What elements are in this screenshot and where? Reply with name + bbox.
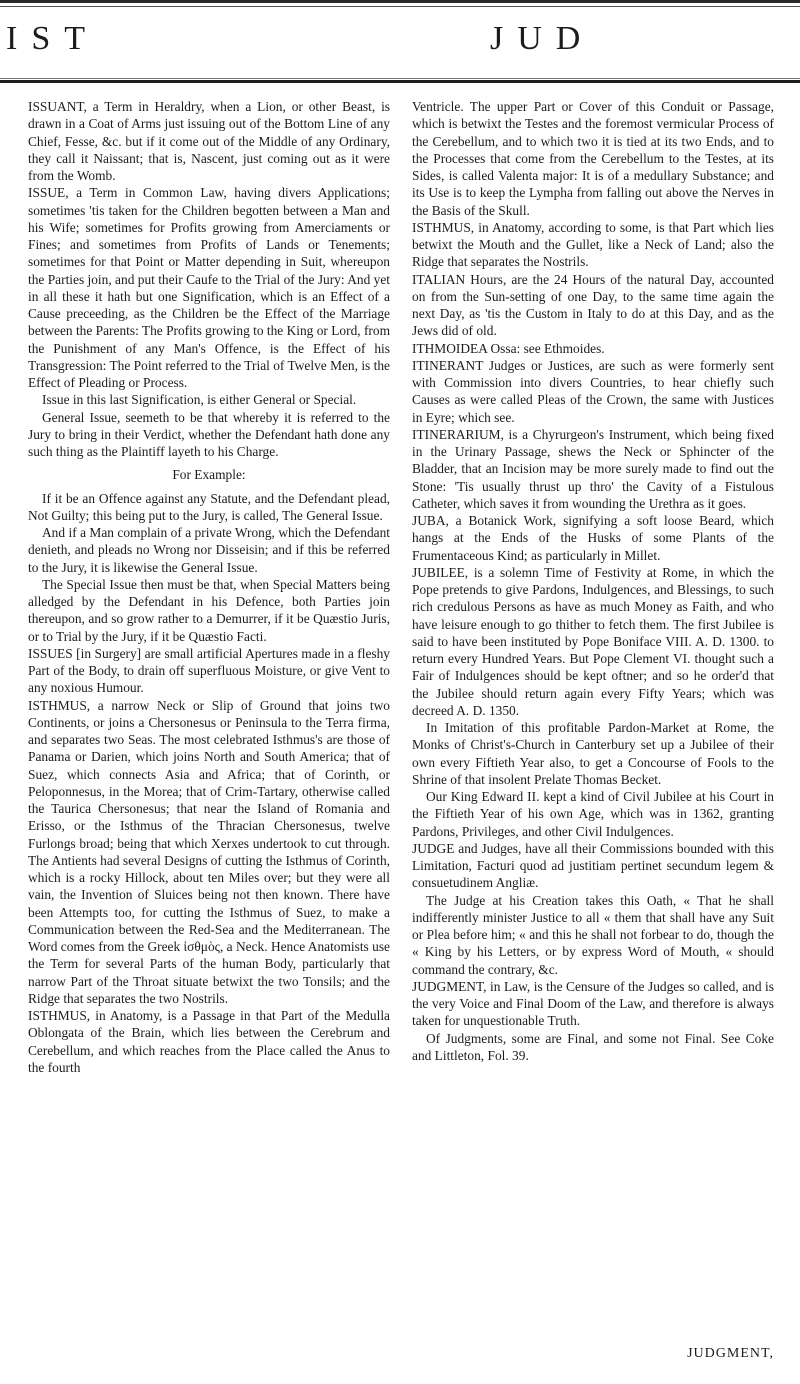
header-rule-thick (0, 80, 800, 83)
entry-paragraph: JUDGE and Judges, have all their Commissions bounded with this Limitation, Facturi quod ad justitiam pertinet secundum legem & consuetudinem Angliæ. (412, 840, 774, 891)
entry-paragraph: The Special Issue then must be that, when Special Matters being alledged by the Defendant in his Defence, both Parties join thereupon, and so grow rather to a Demurrer, if it be Quæstio Juris, or to Trial by the Jury, if it be Quæstio Facti. (28, 576, 390, 644)
header-right-letters: JUD (490, 20, 595, 57)
entry-paragraph: JUDGMENT, in Law, is the Censure of the Judges so called, and is the very Voice and Final Doom of the Law, and therefore is always taken for unquestionable Truth. (412, 978, 774, 1029)
entry-paragraph: In Imitation of this profitable Pardon-Market at Rome, the Monks of Christ's-Church in Canterbury set up a Jubilee of their own every Fiftieth Year also, to get a Concourse of Fools to the Shrine of that insolent Prelate Thomas Becket. (412, 720, 774, 787)
entry-paragraph: ISTHMUS, in Anatomy, according to some, is that Part which lies betwixt the Mouth and the Gullet, like a Neck of Land; also the Ridge that separates the Nostrils. (412, 219, 774, 270)
right-column (412, 98, 774, 1064)
entry-paragraph: Issue in this last Signification, is either General or Special. (42, 392, 357, 408)
entry-paragraph: ITINERARIUM, is a Chyrurgeon's Instrument, which being fixed in the Urinary Passage, shews the Neck or Sphincter of the Bladder, that an Incision may be more surely made to find out the Stone: 'Tis usually thrust up thro' the Cavity of a Fistulous Catheter, which saves it from wounding the Urethra as it goes. (412, 426, 774, 511)
catchword: JUDGMENT, (687, 1346, 774, 1361)
entry-paragraph: General Issue, seemeth to be that whereby it is referred to the Jury to bring in their Verdict, whether the Defendant hath done any such thing as the Plaintiff layeth to his Charge. (28, 409, 390, 459)
entry-paragraph: Of Judgments, some are Final, and some not Final. See Coke and Littleton, Fol. 39. (412, 1030, 774, 1063)
entry-paragraph: The Judge at his Creation takes this Oath, « That he shall indifferently minister Justice to all « them that shall have any Suit or Plea before him; « and this he shall not forbear to do, though the « King by his Letters, or by express Word of Mouth, « should command the contrary, &c. (412, 892, 774, 977)
running-header (0, 14, 800, 74)
entry-paragraph: ITINERANT Judges or Justices, are such as were formerly sent with Commission into divers Countries, to hear chiefly such Causes as were called Pleas of the Crown, the same with Justices in Eyre; which see. (412, 357, 774, 425)
entry-paragraph: ITALIAN Hours, are the 24 Hours of the natural Day, accounted on from the Sun-setting of one Day, to the same time again the next Day, as 'tis the Custom in Italy to do at this Day, and as the Jews did of old. (412, 271, 774, 339)
entry-paragraph: And if a Man complain of a private Wrong, which the Defendant denieth, and pleads no Wrong nor Disseisin; and if this be referred to the Jury, it is likewise the General Issue. (28, 525, 390, 575)
entry-paragraph: ISTHMUS, in Anatomy, is a Passage in that Part of the Medulla Oblongata of the Brain, which lies between the Cerebrum and Cerebellum, and which reaches from the Place called the Anus to the fourth (28, 1008, 390, 1075)
entry-paragraph: Ventricle. The upper Part or Cover of this Conduit or Passage, which is betwixt the Testes and the foremost vermicular Process of the Cerebellum, and to which two it is tied at its two Ends, and to the Processes that come from the Cerebellum to the Testes, at its Sides, is called Valenta major: It is of a medullary Substance; and its Use is to keep the Lympha from falling out above the Nerves in the Basis of the Skull. (412, 99, 774, 218)
entry-paragraph: JUBILEE, is a solemn Time of Festivity at Rome, in which the Pope pretends to give Pardons, Indulgences, and Blessings, to such rich credulous Persons as have as much Money as Faith, and who have leisure enough to go thither to fetch them. The first Jubilee is said to have been instituted by Pope Boniface VIII. A. D. 1300. to return every Hundred Years. But Pope Clement VI. thought such a Fair of Indulgences should be kept oftner; and so he order'd that the Jubilee should return again every Fifty Years; which was decreed A. D. 1350. (412, 564, 774, 718)
header-left-letters: IST (6, 20, 99, 57)
left-column (28, 98, 390, 1076)
entry-paragraph: ISSUANT, a Term in Heraldry, when a Lion, or other Beast, is drawn in a Coat of Arms just issuing out of the Bottom Line of any Chief, Fesse, &c. but if it come out of the Middle of any Ordinary, they call it Naissant; that is, Nascent, just coming out as it were from the Womb. (28, 99, 390, 183)
top-border-thin-rule (0, 6, 800, 7)
entry-paragraph: ITHMOIDEA Ossa: see Ethmoides. (412, 340, 605, 356)
entry-paragraph: ISTHMUS, a narrow Neck or Slip of Ground that joins two Continents, or joins a Chersonesus or Peninsula to the Terra firma, and separates two Seas. The most celebrated Isthmus's are those of Panama or Darien, which joins North and South America; that of Suez, which connects Asia and Africa; that of Corinth, or Peloponnesus, in the Morea; that of Crim-Tartary, otherwise called the Taurica Chersonesus; that near the Island of Romania and Erisso, or the Isthmus of the Thracian Chersonesus, twelve Furlongs broad; being that which Xerxes undertook to cut through. The Antients had several Designs of cutting the Isthmus of Corinth, which is a rocky Hillock, about ten Miles over; but they were all vain, the Invention of Sluices being not then known. There have been Attempts too, for cutting the Isthmus of Suez, to make a Communication between the Red-Sea and the Mediterranean. The Word comes from the Greek ἰσθμὸς, a Neck. Hence Anatomists use the Term for several Parts of the human Body, particularly that narrow Part of the Throat situate betwixt the two Tonsils; and the Ridge that separates the two Nostrils. (28, 697, 390, 1006)
entry-paragraph: ISSUE, a Term in Common Law, having divers Applications; sometimes 'tis taken for the Children begotten between a Man and his Wife; sometimes for Profits growing from Amerciaments or Fines; and sometimes from Profits of Lands or Tenements; sometimes for that Point or Matter depending in Suit, whereupon the Parties join, and put their Caufe to the Trial of the Jury: And yet in all these it hath but one Signification, which is an Effect of a Cause preceeding, as the Children be the Effect of the Marriage between the Parents: The Profits growing to the King or Lord, from the Punishment of any Man's Offence, is the Effect of his Transgression: The Point referred to the Trial of Twelve Men, is the Effect of Pleading or Process. (28, 185, 390, 390)
top-border-rule (0, 0, 800, 3)
header-rule-thin (0, 78, 800, 79)
entry-paragraph: For Example: (172, 467, 246, 483)
entry-paragraph: Our King Edward II. kept a kind of Civil Jubilee at his Court in the Fiftieth Year of his own Age, which was in 1362, granting Pardons, Privileges, and other Civil Indulgences. (412, 789, 774, 839)
entry-paragraph: JUBA, a Botanick Work, signifying a soft loose Beard, which hangs at the Ends of the Husks of some Plants of the Frumentaceous Kind; as particularly in Millet. (412, 513, 774, 563)
entry-paragraph: If it be an Offence against any Statute, and the Defendant plead, Not Guilty; this being put to the Jury, is called, The General Issue. (28, 490, 390, 523)
entry-paragraph: ISSUES [in Surgery] are small artificial Apertures made in a fleshy Part of the Body, to drain off superfluous Moisture, or give Vent to any noxious Humour. (28, 645, 390, 696)
